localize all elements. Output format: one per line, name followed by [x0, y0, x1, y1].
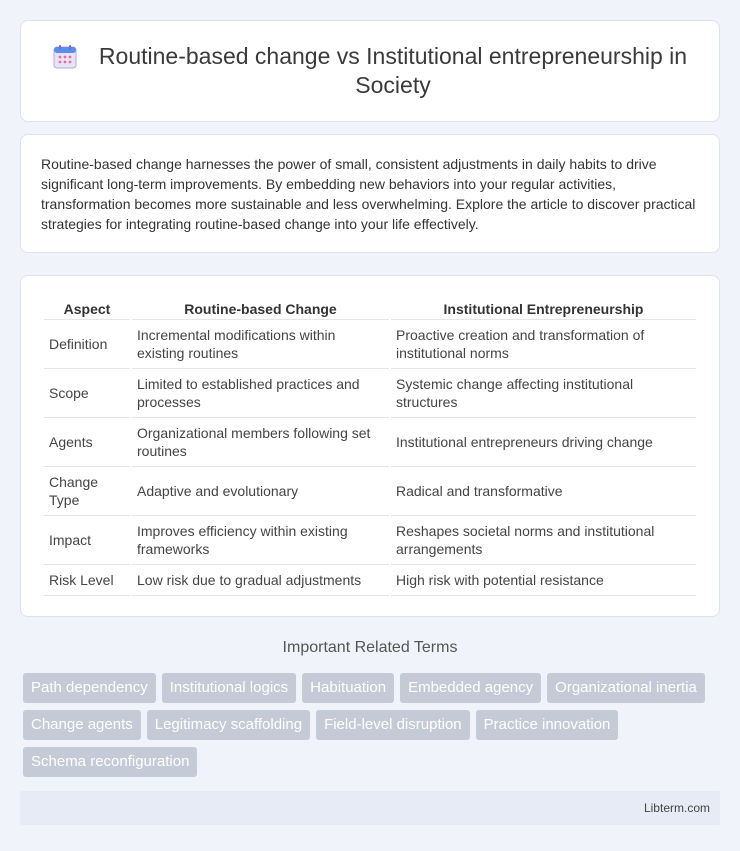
routine-cell: Adaptive and evolutionary [132, 467, 389, 516]
table-row [44, 565, 696, 596]
page-title: Routine-based change vs Institutional entrepreneurship in Society [98, 43, 688, 98]
table-row [44, 418, 696, 467]
institutional-cell: Proactive creation and transformation of institutional norms [391, 320, 696, 369]
table-row [44, 369, 696, 418]
table-row [44, 320, 696, 369]
institutional-cell: Systemic change affecting institutional structures [391, 369, 696, 418]
intro-card [20, 134, 720, 253]
routine-cell: Incremental modifications within existing routines [132, 320, 389, 369]
related-terms-list [20, 673, 720, 777]
related-terms-title: Important Related Terms [282, 639, 458, 656]
related-term-tag[interactable]: Organizational inertia [547, 673, 705, 703]
related-term-tag[interactable]: Path dependency [23, 673, 156, 703]
aspect-cell: Risk Level [44, 565, 130, 596]
footer [20, 791, 720, 825]
institutional-cell: Radical and transformative [391, 467, 696, 516]
institutional-cell: High risk with potential resistance [391, 565, 696, 596]
related-term-tag[interactable]: Field-level disruption [316, 710, 470, 740]
routine-cell: Low risk due to gradual adjustments [132, 565, 389, 596]
related-term-tag[interactable]: Schema reconfiguration [23, 747, 197, 777]
calendar-icon [52, 44, 78, 70]
related-term-tag[interactable]: Legitimacy scaffolding [147, 710, 310, 740]
related-term-tag[interactable]: Practice innovation [476, 710, 619, 740]
header-routine-based-change: Routine-based Change [132, 296, 389, 320]
aspect-cell: Change Type [44, 467, 130, 516]
institutional-cell: Reshapes societal norms and institutional arrangements [391, 516, 696, 565]
aspect-cell: Agents [44, 418, 130, 467]
related-term-tag[interactable]: Institutional logics [162, 673, 296, 703]
aspect-cell: Impact [44, 516, 130, 565]
related-term-tag[interactable]: Change agents [23, 710, 141, 740]
aspect-cell: Scope [44, 369, 130, 418]
routine-cell: Organizational members following set routines [132, 418, 389, 467]
title-card [20, 20, 720, 122]
header-institutional-entrepreneurship: Institutional Entrepreneurship [391, 296, 696, 320]
header-aspect: Aspect [44, 296, 130, 320]
routine-cell: Improves efficiency within existing frameworks [132, 516, 389, 565]
intro-paragraph: Routine-based change harnesses the power of small, consistent adjustments in daily habits to drive significant long-term improvements. By embedding new behaviors into your regular activities, transformation becomes more sustainable and less overwhelming. Explore the article to discover practical strategies for integrating routine-based change into your life effectively. [41, 156, 696, 232]
comparison-table [42, 296, 698, 596]
routine-cell: Limited to established practices and processes [132, 369, 389, 418]
table-row [44, 467, 696, 516]
aspect-cell: Definition [44, 320, 130, 369]
related-term-tag[interactable]: Habituation [302, 673, 394, 703]
related-term-tag[interactable]: Embedded agency [400, 673, 541, 703]
footer-site-link[interactable]: Libterm.com [643, 801, 710, 815]
table-row [44, 516, 696, 565]
comparison-card [20, 275, 720, 617]
institutional-cell: Institutional entrepreneurs driving change [391, 418, 696, 467]
